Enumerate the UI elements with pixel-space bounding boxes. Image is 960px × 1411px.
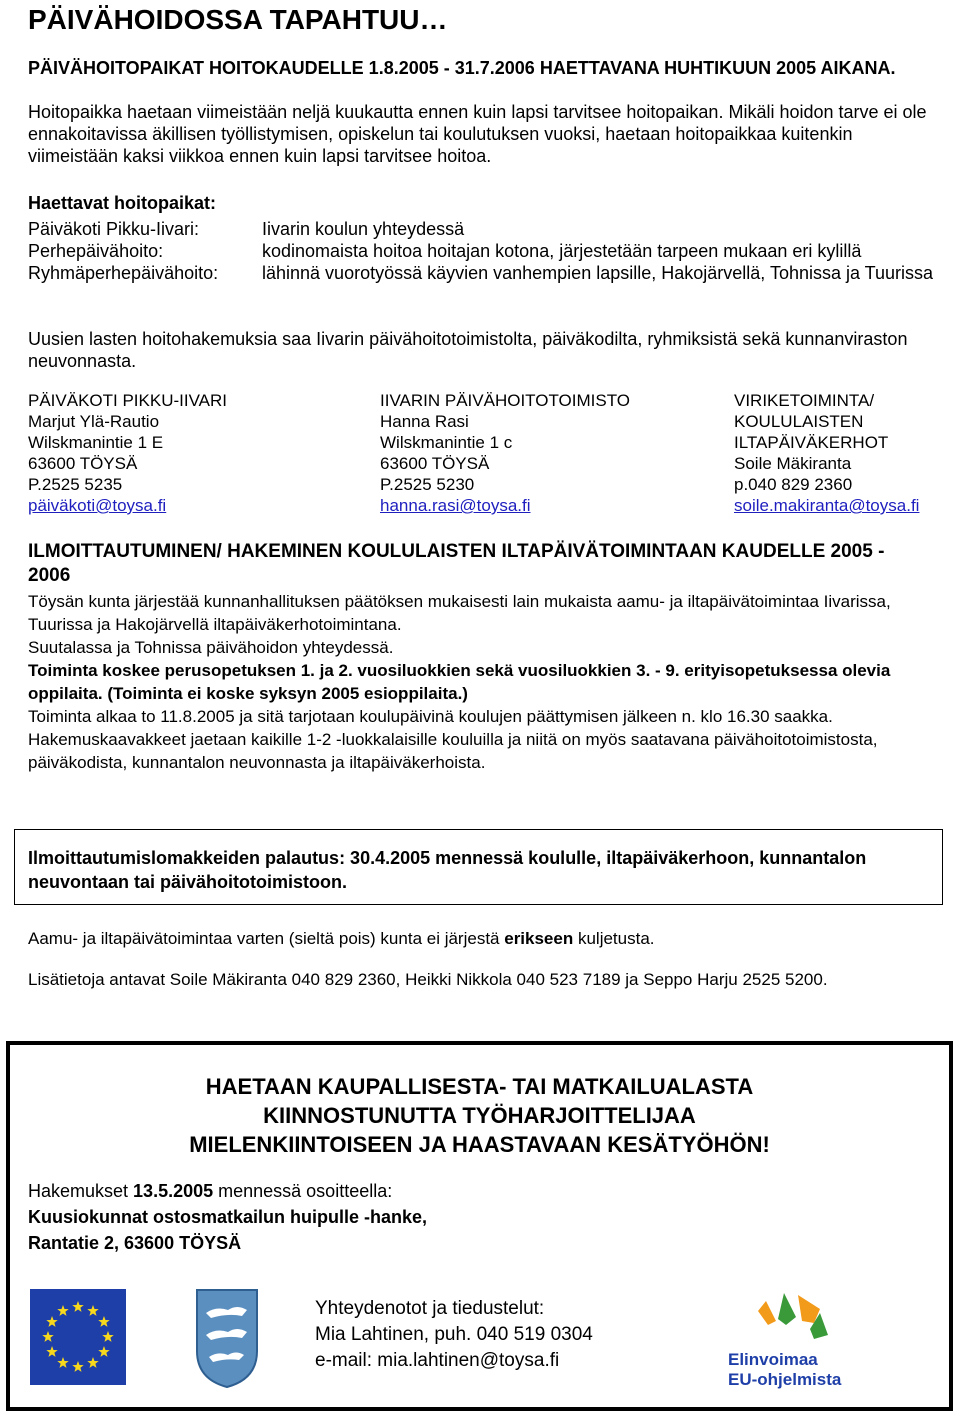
intro-paragraph: Hoitopaikka haetaan viimeistään neljä kuukautta ennen kuin lapsi tarvitsee hoitopaikan. Mikäli hoidon tarve ei ole ennakoitavissa äkillisen työllistymisen, opiskelun tai koulutuksen vuoksi, haetaan hoitopaikkaa kuitenkin viimeistään kaksi viikkoa ennen kuin lapsi tarvitsee hoitoa. <box>28 102 927 166</box>
contact-line: Wilskmanintie 1 c <box>380 433 513 452</box>
contact-line: 63600 TÖYSÄ <box>380 454 490 473</box>
contact-line: PÄIVÄKOTI PIKKU-IIVARI <box>28 391 228 410</box>
ad-contact-email: e-mail: mia.lahtinen@toysa.fi <box>315 1350 560 1371</box>
place-label: Päiväkoti Pikku-Iivari: <box>28 219 200 239</box>
ad-apply-line <box>28 1179 392 1203</box>
contact-line: Wilskmanintie 1 E <box>28 433 164 452</box>
contact-line: KOULULAISTEN <box>734 412 864 431</box>
contact-line: Hanna Rasi <box>380 412 469 431</box>
email-link[interactable]: päiväkoti@toysa.fi <box>28 496 167 515</box>
job-ad-box <box>6 1041 953 1411</box>
places-heading: Haettavat hoitopaikat: <box>28 193 217 213</box>
ad-headline: KIINNOSTUNUTTA TYÖHARJOITTELIJAA <box>263 1103 696 1128</box>
deadline-box <box>14 829 943 905</box>
transport-text: kuljetusta. <box>573 929 655 948</box>
email-link[interactable]: hanna.rasi@toysa.fi <box>380 496 531 515</box>
contact-line: p.040 829 2360 <box>734 475 853 494</box>
place-label: Ryhmäperhepäivähoito: <box>28 263 219 283</box>
contact-line: ILTAPÄIVÄKERHOT <box>734 433 889 452</box>
transport-text: Aamu- ja iltapäivätoimintaa varten (sieltä pois) kunta ei järjestä <box>28 929 505 948</box>
contact-line: Marjut Ylä-Rautio <box>28 412 160 431</box>
logo-text: Elinvoimaa <box>728 1350 818 1369</box>
contact-line: Soile Mäkiranta <box>734 454 852 473</box>
eu-flag-icon <box>30 1289 126 1385</box>
ad-contact-heading: Yhteydenotot ja tiedustelut: <box>315 1298 545 1319</box>
transport-note <box>28 927 943 950</box>
place-value: kodinomaista hoitoa hoitajan kotona, järjestetään tarpeen mukaan eri kylillä <box>262 241 862 261</box>
afterschool-paragraph-bold: Toiminta koskee perusopetuksen 1. ja 2. vuosiluokkien sekä vuosiluokkien 3. - 9. erityisopetuksessa olevia oppilaita. (Toiminta ei koske syksyn 2005 esioppilaita.) <box>28 661 891 703</box>
afterschool-body <box>28 590 943 774</box>
eu-programs-logo-icon <box>722 1285 847 1390</box>
ad-address: Rantatie 2, 63600 TÖYSÄ <box>28 1233 242 1253</box>
contact-column-daycare <box>28 390 227 516</box>
ad-headline: MIELENKIINTOISEEN JA HAASTAVAAN KESÄTYÖHÖN! <box>189 1132 770 1157</box>
email-link[interactable]: soile.makiranta@toysa.fi <box>734 496 920 515</box>
place-value: lähinnä vuorotyössä käyvien vanhempien lapsille, Hakojärvellä, Tohnissa ja Tuurissa <box>262 263 934 283</box>
contact-line: 63600 TÖYSÄ <box>28 454 138 473</box>
contact-line: IIVARIN PÄIVÄHOITOTOIMISTO <box>380 391 631 410</box>
ad-apply-text: mennessä osoitteella: <box>213 1181 393 1201</box>
logo-text: EU-ohjelmista <box>728 1370 842 1389</box>
contact-line: P.2525 5235 <box>28 475 123 494</box>
contact-column-office <box>380 390 630 516</box>
deadline-text: Ilmoittautumislomakkeiden palautus: 30.4.2005 mennessä koululle, iltapäiväkerhoon, kunnantalon neuvontaan tai päivähoitotoimistoon. <box>28 848 867 892</box>
forms-note: Uusien lasten hoitohakemuksia saa Iivarin päivähoitotoimistolta, päiväkodilta, ryhmiksistä sekä kunnanviraston neuvonnasta. <box>28 329 908 371</box>
ad-headline: HAETAAN KAUPALLISESTA- TAI MATKAILUALASTA <box>205 1074 754 1099</box>
page-title: PÄIVÄHOIDOSSA TAPAHTUU… <box>28 4 448 35</box>
contact-column-afterschool <box>734 390 919 516</box>
ad-apply-date: 13.5.2005 <box>133 1181 214 1201</box>
section-heading-daycare: PÄIVÄHOITOPAIKAT HOITOKAUDELLE 1.8.2005 - 31.7.2006 HAETTAVANA HUHTIKUUN 2005 AIKANA. <box>28 58 896 78</box>
afterschool-heading: ILMOITTAUTUMINEN/ HAKEMINEN KOULULAISTEN ILTAPÄIVÄTOIMINTAAN KAUDELLE 2005 - 2006 <box>28 541 885 586</box>
place-value: Iivarin koulun yhteydessä <box>262 219 465 239</box>
afterschool-paragraph: Suutalassa ja Tohnissa päivähoidon yhteydessä. <box>28 638 394 657</box>
ad-contact-name: Mia Lahtinen, puh. 040 519 0304 <box>315 1324 593 1345</box>
ad-organization: Kuusiokunnat ostosmatkailun huipulle -hanke, <box>28 1207 428 1227</box>
afterschool-paragraph: Toiminta alkaa to 11.8.2005 ja sitä tarjotaan koulupäivinä koulujen päättymisen jälkeen n. klo 16.30 saakka. <box>28 707 833 726</box>
contact-line: VIRIKETOIMINTA/ <box>734 391 875 410</box>
transport-emphasis: erikseen <box>504 929 574 948</box>
place-label: Perhepäivähoito: <box>28 241 164 261</box>
afterschool-paragraph: Töysän kunta järjestää kunnanhallituksen päätöksen mukaisesti lain mukaista aamu- ja iltapäivätoimintaa Iivarissa, Tuurissa ja Hakojärvellä iltapäiväkerhotoimintana. <box>28 592 891 634</box>
ad-apply-text: Hakemukset <box>28 1181 134 1201</box>
contact-line: P.2525 5230 <box>380 475 475 494</box>
afterschool-paragraph: Hakemuskaavakkeet jaetaan kaikille 1-2 -luokkalaisille kouluilla ja niitä on myös saatavana päivähoitotoimistosta, päiväkodista, kunnantalon neuvonnasta ja iltapäiväkerhoista. <box>28 730 878 772</box>
coat-of-arms-icon <box>194 1287 260 1389</box>
more-info: Lisätietoja antavat Soile Mäkiranta 040 829 2360, Heikki Nikkola 040 523 7189 ja Seppo Harju 2525 5200. <box>28 970 828 989</box>
